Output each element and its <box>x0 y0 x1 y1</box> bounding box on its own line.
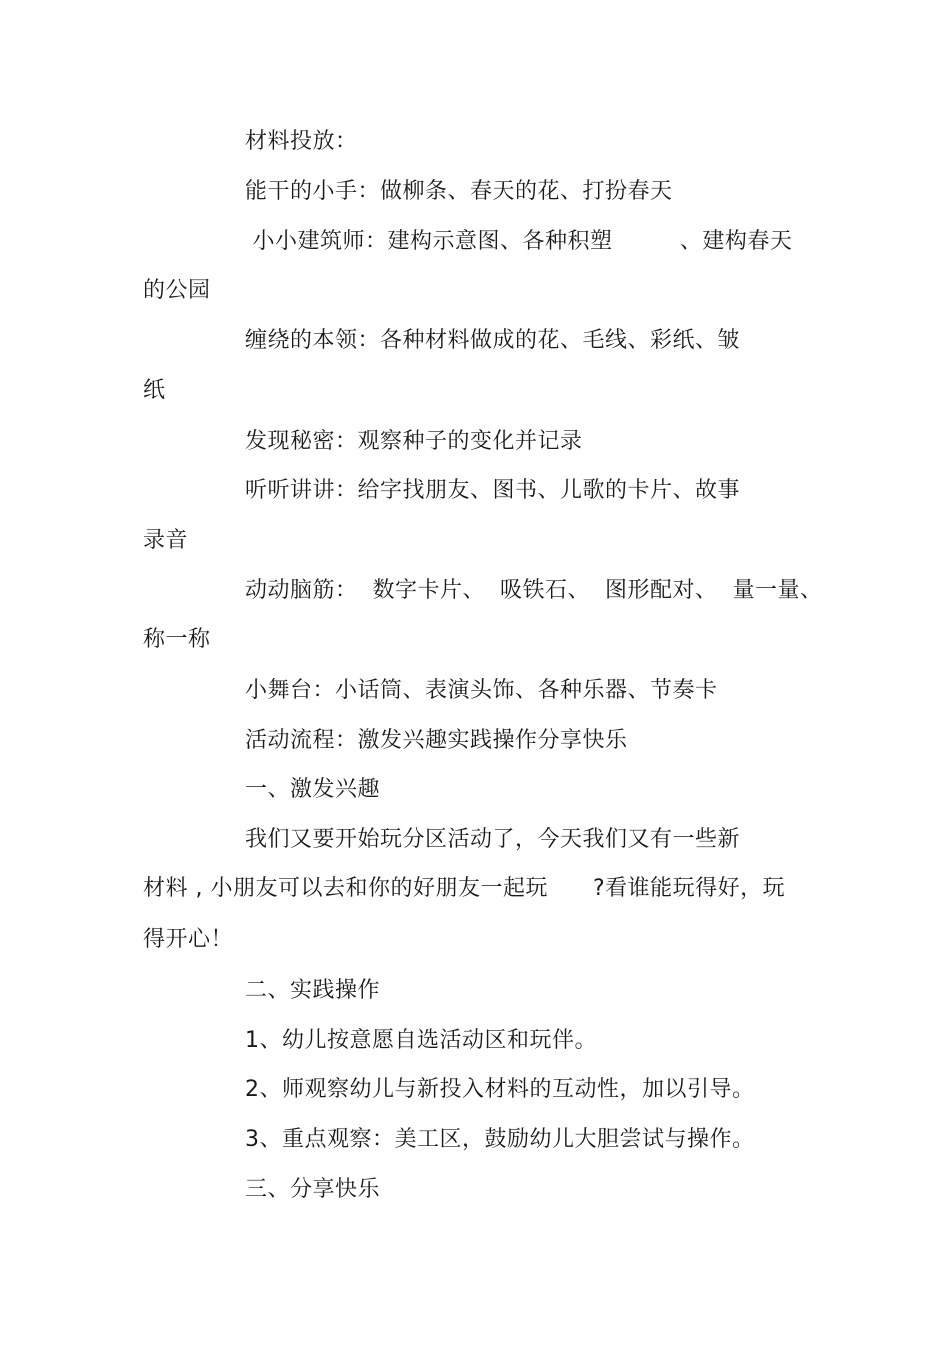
list-item: 3、重点观察：美工区，鼓励幼儿大胆尝试与操作。 <box>245 1127 755 1152</box>
text-line: 得开心！ <box>143 927 234 952</box>
text-line: 材料投放： <box>245 129 358 154</box>
text-line: 称一称 <box>143 627 211 652</box>
text-line: 发现秘密：观察种子的变化并记录 <box>245 429 583 454</box>
list-item: 1、幼儿按意愿自选活动区和玩伴。 <box>245 1028 597 1053</box>
text-line: 材料 , 小朋友可以去和你的好朋友一起玩 ?看谁能玩得好，玩 <box>143 876 786 901</box>
text-line: 活动流程：激发兴趣实践操作分享快乐 <box>245 728 628 753</box>
section-heading: 一、激发兴趣 <box>245 777 381 802</box>
text-line: 小舞台：小话筒、表演头饰、各种乐器、节奏卡 <box>245 678 718 703</box>
text-line: 能干的小手：做柳条、春天的花、打扮春天 <box>245 179 673 204</box>
text-line: 缠绕的本领：各种材料做成的花、毛线、彩纸、皱 <box>245 328 741 353</box>
text-line: 的公园 <box>143 278 211 303</box>
text-line: 小小建筑师：建构示意图、各种积塑 、建构春天 <box>245 229 793 254</box>
text-line: 录音 <box>143 528 189 553</box>
section-heading: 二、实践操作 <box>245 978 381 1003</box>
text-line: 纸 <box>143 378 166 403</box>
text-line: 我们又要开始玩分区活动了，今天我们又有一些新 <box>245 827 741 852</box>
text-line: 动动脑筋： 数字卡片、 吸铁石、 图形配对、 量一量、 <box>245 578 823 603</box>
section-heading: 三、分享快乐 <box>245 1177 381 1202</box>
text-line: 听听讲讲：给字找朋友、图书、儿歌的卡片、故事 <box>245 478 741 503</box>
list-item: 2、师观察幼儿与新投入材料的互动性，加以引导。 <box>245 1077 755 1102</box>
